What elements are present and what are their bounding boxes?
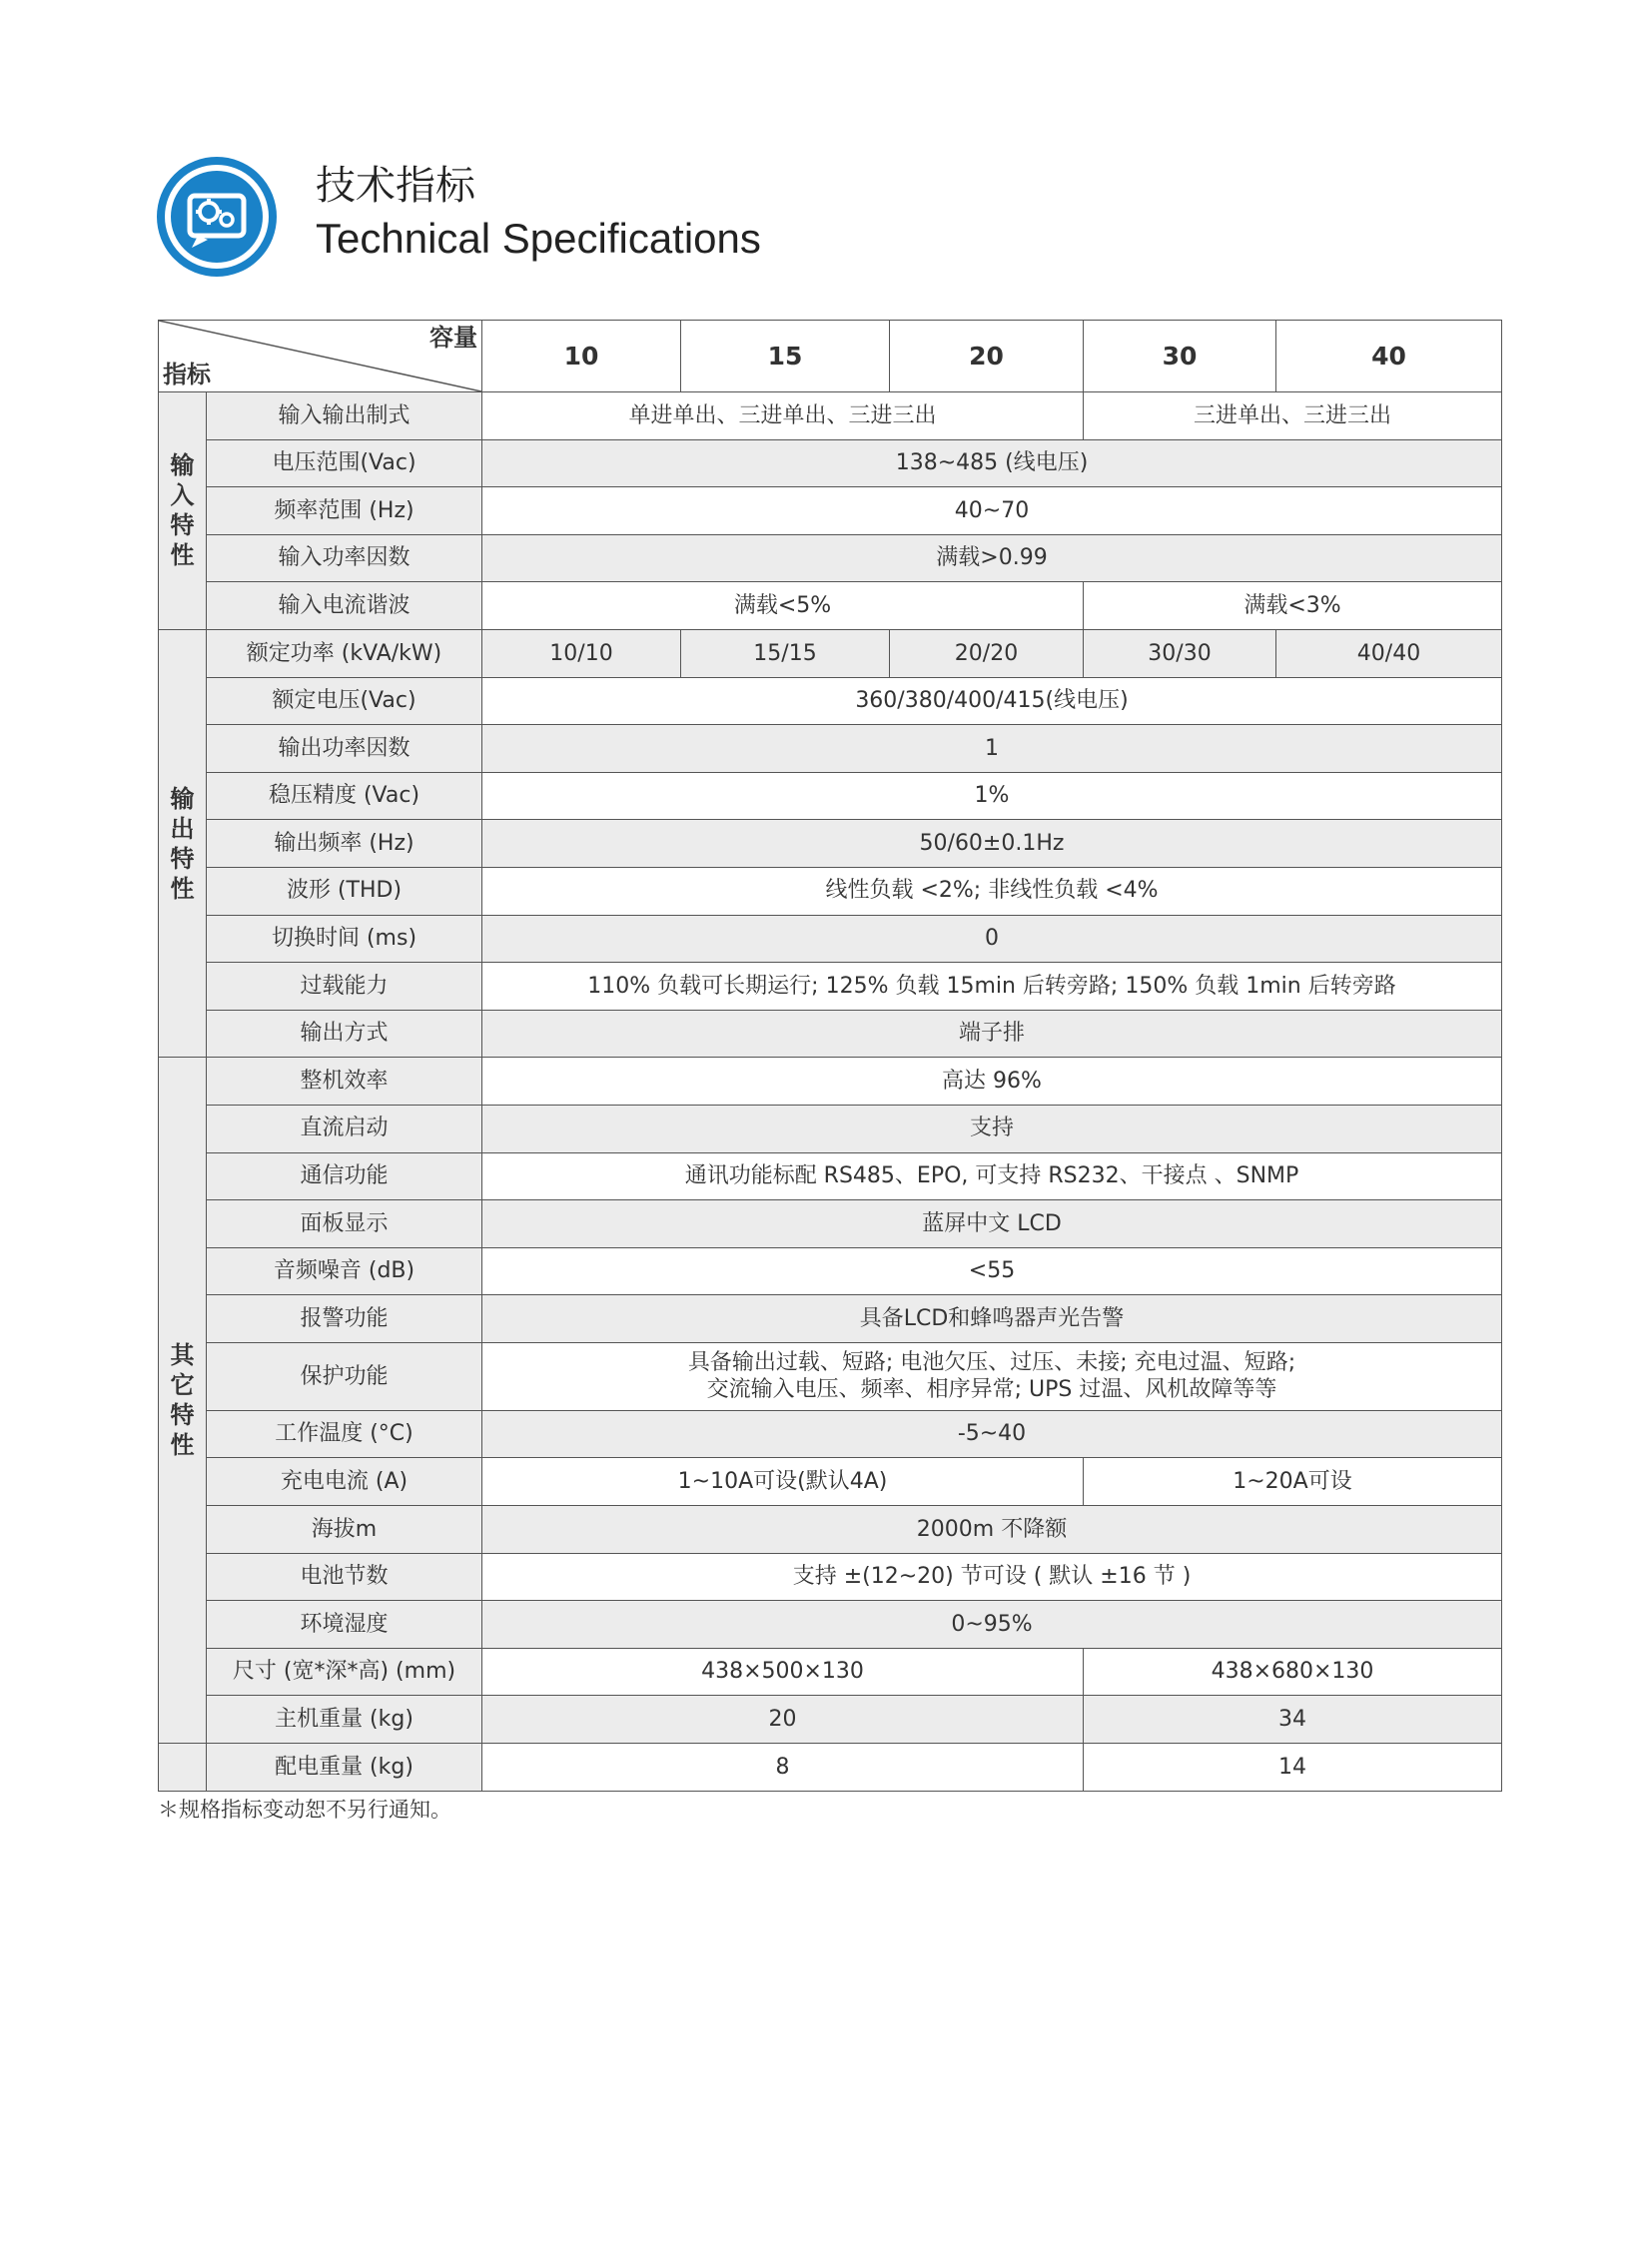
row-label: 配电重量 (kg) <box>207 1744 482 1792</box>
row-value: 单进单出、三进单出、三进三出 <box>482 392 1084 440</box>
table-row <box>159 1696 1502 1744</box>
row-value: 1~20A可设 <box>1084 1458 1502 1506</box>
table-row <box>159 582 1502 630</box>
row-label: 保护功能 <box>207 1342 482 1410</box>
row-value: 通讯功能标配 RS485、EPO, 可支持 RS232、干接点 、SNMP <box>482 1152 1502 1200</box>
row-label: 过载能力 <box>207 963 482 1011</box>
row-value-line: 具备输出过载、短路; 电池欠压、过压、未接; 充电过温、短路; <box>687 1349 1296 1375</box>
table-row <box>159 1553 1502 1601</box>
table-row <box>159 534 1502 582</box>
table-row <box>159 725 1502 773</box>
row-label: 输出频率 (Hz) <box>207 820 482 868</box>
row-label: 海拔m <box>207 1506 482 1554</box>
row-label: 输出功率因数 <box>207 725 482 773</box>
row-value: 8 <box>482 1744 1084 1792</box>
row-label: 稳压精度 (Vac) <box>207 772 482 820</box>
row-label: 环境湿度 <box>207 1601 482 1649</box>
gear-settings-icon <box>156 156 278 278</box>
capacity-header: 15 <box>681 321 890 392</box>
row-value: 0~95% <box>482 1601 1502 1649</box>
footnote: ＊规格指标变动恕不另行通知。 <box>158 1798 451 1822</box>
table-row <box>159 677 1502 725</box>
table-row <box>159 963 1502 1011</box>
row-label: 整机效率 <box>207 1058 482 1106</box>
table-row <box>159 1458 1502 1506</box>
row-label: 电压范围(Vac) <box>207 439 482 487</box>
row-value: 1% <box>482 772 1502 820</box>
row-value: 具备LCD和蜂鸣器声光告警 <box>482 1295 1502 1343</box>
row-value: 线性负载 <2%; 非线性负载 <4% <box>482 867 1502 915</box>
row-value: 40~70 <box>482 487 1502 535</box>
row-value: 34 <box>1084 1696 1502 1744</box>
row-label: 主机重量 (kg) <box>207 1696 482 1744</box>
table-row <box>159 1058 1502 1106</box>
row-label: 输入输出制式 <box>207 392 482 440</box>
corner-cell <box>159 321 482 392</box>
row-value: 438×500×130 <box>482 1648 1084 1696</box>
table-row <box>159 820 1502 868</box>
table-row <box>159 1105 1502 1152</box>
table-row <box>159 1010 1502 1058</box>
row-label: 音频噪音 (dB) <box>207 1247 482 1295</box>
table-row <box>159 1410 1502 1458</box>
table-row <box>159 1295 1502 1343</box>
page-title-cn: 技术指标 <box>316 163 475 209</box>
row-label: 频率范围 (Hz) <box>207 487 482 535</box>
row-label: 波形 (THD) <box>207 867 482 915</box>
table-row <box>159 915 1502 963</box>
capacity-header: 30 <box>1084 321 1276 392</box>
row-label: 报警功能 <box>207 1295 482 1343</box>
table-row <box>159 629 1502 677</box>
row-label: 尺寸 (宽*深*高) (mm) <box>207 1648 482 1696</box>
group-output-label: 输 出 特 性 <box>159 629 207 1057</box>
row-value: 20/20 <box>890 629 1084 677</box>
row-label: 额定功率 (kVA/kW) <box>207 629 482 677</box>
row-label: 充电电流 (A) <box>207 1458 482 1506</box>
table-row <box>159 1506 1502 1554</box>
table-row <box>159 439 1502 487</box>
row-value: 40/40 <box>1276 629 1502 677</box>
row-value: -5~40 <box>482 1410 1502 1458</box>
row-label: 输入电流谐波 <box>207 582 482 630</box>
row-label: 切换时间 (ms) <box>207 915 482 963</box>
row-value: 端子排 <box>482 1010 1502 1058</box>
row-label: 额定电压(Vac) <box>207 677 482 725</box>
row-value: 2000m 不降额 <box>482 1506 1502 1554</box>
table-row <box>159 1744 1502 1792</box>
row-value: 360/380/400/415(线电压) <box>482 677 1502 725</box>
table-row <box>159 772 1502 820</box>
capacity-header: 20 <box>890 321 1084 392</box>
row-value: 三进单出、三进三出 <box>1084 392 1502 440</box>
row-value: 满载>0.99 <box>482 534 1502 582</box>
row-value: 高达 96% <box>482 1058 1502 1106</box>
row-label: 面板显示 <box>207 1200 482 1248</box>
row-label: 输入功率因数 <box>207 534 482 582</box>
row-value: 支持 ±(12~20) 节可设 ( 默认 ±16 节 ) <box>482 1553 1502 1601</box>
table-row <box>159 1601 1502 1649</box>
row-value: 110% 负载可长期运行; 125% 负载 15min 后转旁路; 150% 负载 1min 后转旁路 <box>482 963 1502 1011</box>
table-header-row <box>159 321 1502 392</box>
row-value: 50/60±0.1Hz <box>482 820 1502 868</box>
table-row <box>159 1152 1502 1200</box>
row-value: 支持 <box>482 1105 1502 1152</box>
group-other-label: 其 它 特 性 <box>159 1058 207 1744</box>
row-label: 通信功能 <box>207 1152 482 1200</box>
row-value: 20 <box>482 1696 1084 1744</box>
row-value: 438×680×130 <box>1084 1648 1502 1696</box>
row-value: 蓝屏中文 LCD <box>482 1200 1502 1248</box>
row-label: 直流启动 <box>207 1105 482 1152</box>
row-value: <55 <box>482 1247 1502 1295</box>
row-value-multiline <box>482 1342 1502 1410</box>
group-empty-cell <box>159 1744 207 1792</box>
table-row <box>159 1648 1502 1696</box>
row-value: 1~10A可设(默认4A) <box>482 1458 1084 1506</box>
row-value: 30/30 <box>1084 629 1276 677</box>
row-value: 满载<3% <box>1084 582 1502 630</box>
row-value: 14 <box>1084 1744 1502 1792</box>
table-row <box>159 1342 1502 1410</box>
row-value: 满载<5% <box>482 582 1084 630</box>
table-row <box>159 392 1502 440</box>
group-input-label: 输 入 特 性 <box>159 392 207 630</box>
spec-table <box>158 320 1502 1792</box>
row-label: 工作温度 (°C) <box>207 1410 482 1458</box>
capacity-header: 10 <box>482 321 681 392</box>
page-title-en: Technical Specifications <box>316 215 761 262</box>
table-row <box>159 1200 1502 1248</box>
table-row <box>159 1247 1502 1295</box>
row-value-line: 交流输入电压、频率、相序异常; UPS 过温、风机故障等等 <box>706 1377 1277 1403</box>
row-value: 138~485 (线电压) <box>482 439 1502 487</box>
row-value: 15/15 <box>681 629 890 677</box>
table-row <box>159 867 1502 915</box>
table-row <box>159 487 1502 535</box>
row-label: 电池节数 <box>207 1553 482 1601</box>
capacity-header: 40 <box>1276 321 1502 392</box>
corner-capacity-label: 容量 <box>429 324 477 352</box>
corner-index-label: 指标 <box>163 361 211 388</box>
row-value: 10/10 <box>482 629 681 677</box>
row-value: 1 <box>482 725 1502 773</box>
row-value: 0 <box>482 915 1502 963</box>
row-label: 输出方式 <box>207 1010 482 1058</box>
